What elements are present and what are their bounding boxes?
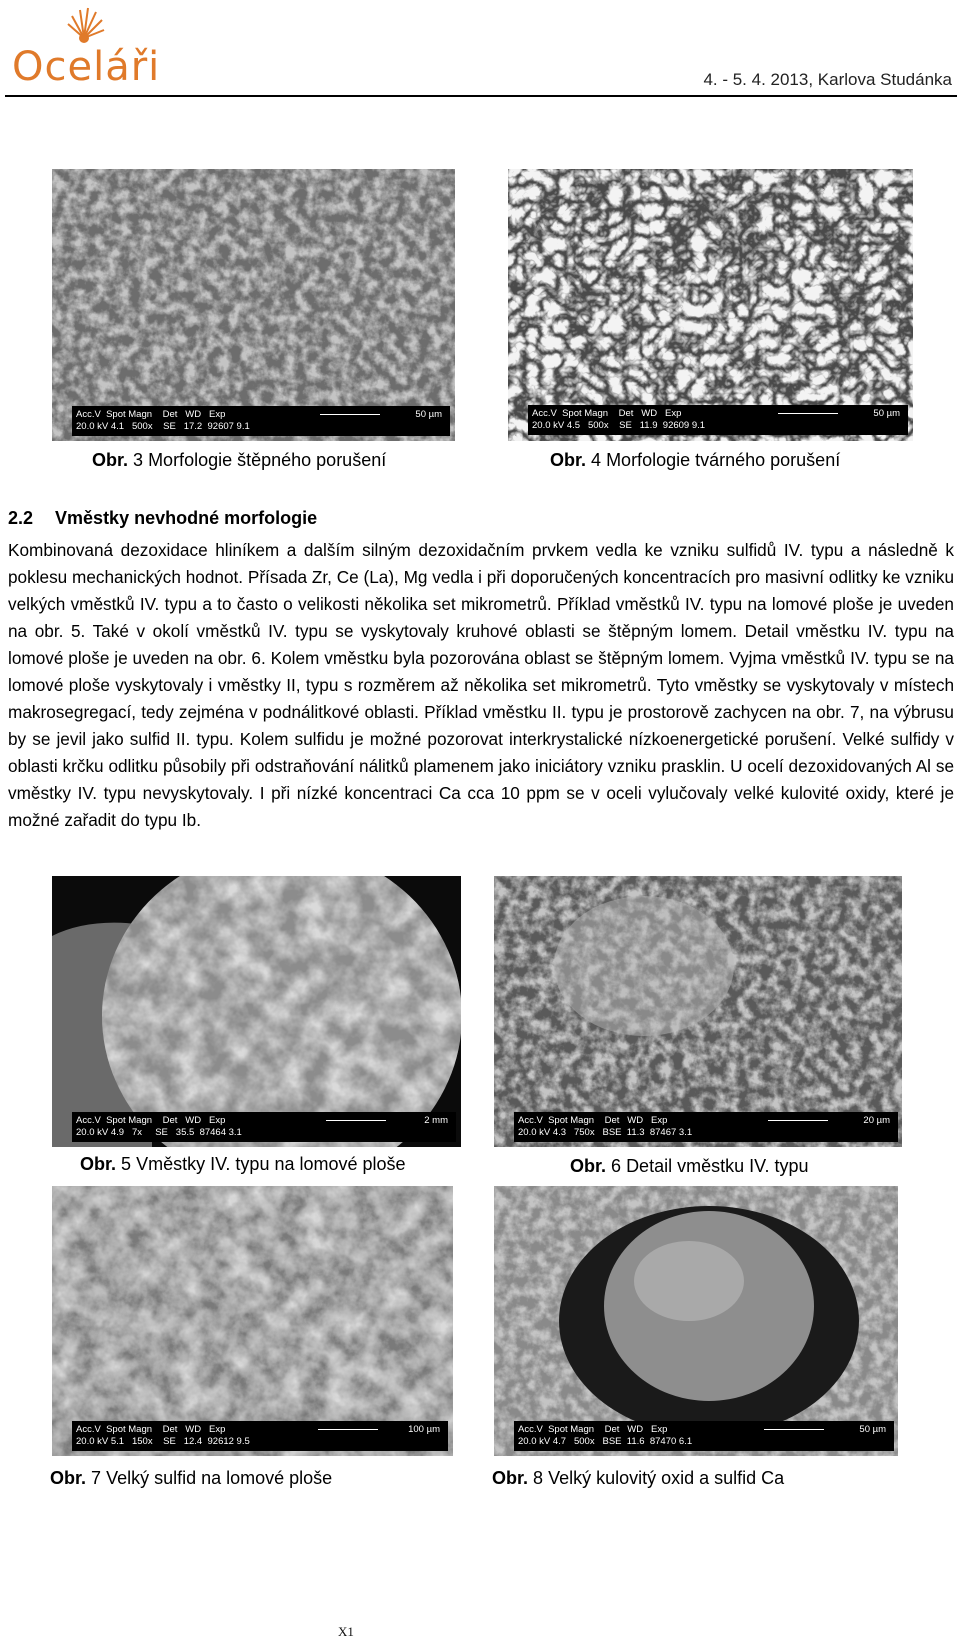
sem-databar: Acc.V Spot Magn Det WD Exp 20.0 kV 4.7 500x BSE 11.6 87470 6.1 50 µm (514, 1421, 894, 1451)
page-header (0, 0, 960, 100)
section-heading (8, 508, 317, 529)
scale-bar-label: 50 µm (873, 408, 900, 419)
scale-bar-label: 100 µm (408, 1424, 440, 1435)
logo-text: Oceláři (12, 44, 161, 90)
scale-bar-label: 50 µm (415, 409, 442, 420)
sem-image-fig8 (494, 1186, 898, 1456)
scale-bar-label: 20 µm (863, 1115, 890, 1126)
body-paragraph: Kombinovaná dezoxidace hliníkem a dalším silným dezoxidačním prvkem vedla ke vzniku sulfidů IV. typu a následně k poklesu mechanických hodnot. Přísada Zr, Ce (La), Mg vedla i při doporučených koncentracích pro masivní odlitky ke vzniku velkých vměstků IV. typu a to často o velikosti několika set mikrometrů. Příklad vměstků IV. typu na lomové ploše je uveden na obr. 5. Také v okolí vměstků IV. typu se vyskytovaly kruhové oblasti se štěpným lomem. Detail vměstku IV. typu na lomové ploše je uveden na obr. 6. Kolem vměstku byla pozorována oblast se štěpným lomem. Vyjma vměstků IV. typu se na lomové ploše vyskytovaly i vměstky II, typu s rozměrem až několika set mikrometrů. Tyto vměstky se vyskytovaly v místech makrosegregací, tedy zejména v podnálitkové oblasti. Příklad vměstku II. typu je prostorově zachycen na obr. 7, na výbrusu by se jevil jako sulfid II. typu. Kolem sulfidu je možné pozorovat interkrystalické nízkoenergetické porušení. Velké sulfidy v oblasti krčku odlitku působily při odstraňování nálitků plamenem jako iniciátory vzniku prasklin. U ocelí dezoxidovaných Al se vměstky IV. typu nevyskytovaly. I při nízké koncentraci Ca cca 10 ppm se v oceli vylučovaly velké kulovité oxidy, které je možné zařadit do typu Ib. (8, 540, 954, 830)
header-divider (5, 95, 957, 97)
figure-caption: Obr. 5 Vměstky IV. typu na lomové ploše (80, 1154, 406, 1174)
scale-bar-label: 2 mm (424, 1115, 448, 1126)
inclusion-marker: X1 (338, 1624, 354, 1639)
section-title: Vměstky nevhodné morfologie (55, 508, 318, 528)
figure-caption: Obr. 6 Detail vměstku IV. typu (570, 1156, 809, 1176)
conference-date: 4. - 5. 4. 2013, Karlova Studánka (703, 70, 952, 89)
sem-image-fig5 (52, 876, 461, 1147)
sem-image-fig4 (508, 169, 913, 441)
figure-caption: Obr. 8 Velký kulovitý oxid a sulfid Ca (492, 1468, 785, 1488)
sem-databar: Acc.V Spot Magn Det WD Exp 20.0 kV 4.1 500x SE 17.2 92607 9.1 50 µm (72, 406, 450, 436)
sem-databar: Acc.V Spot Magn Det WD Exp 20.0 kV 4.5 500x SE 11.9 92609 9.1 50 µm (528, 405, 908, 435)
section-number: 2.2 (8, 508, 34, 528)
sem-databar: Acc.V Spot Magn Det WD Exp 20.0 kV 5.1 150x SE 12.4 92612 9.5 100 µm (72, 1421, 448, 1451)
figure-caption: Obr. 3 Morfologie štěpného porušení (92, 450, 387, 470)
scale-bar-label: 50 µm (859, 1424, 886, 1435)
figure-caption: Obr. 7 Velký sulfid na lomové ploše (50, 1468, 333, 1488)
sem-image-fig6 (494, 876, 902, 1147)
oce-logo (8, 4, 161, 92)
figure-caption: Obr. 4 Morfologie tvárného porušení (550, 450, 841, 470)
sem-databar: Acc.V Spot Magn Det WD Exp 20.0 kV 4.9 7x SE 35.5 87464 3.1 2 mm (72, 1112, 456, 1142)
sem-image-fig3 (52, 169, 455, 441)
sem-databar: Acc.V Spot Magn Det WD Exp 20.0 kV 4.3 750x BSE 11.3 87467 3.1 20 µm (514, 1112, 898, 1142)
